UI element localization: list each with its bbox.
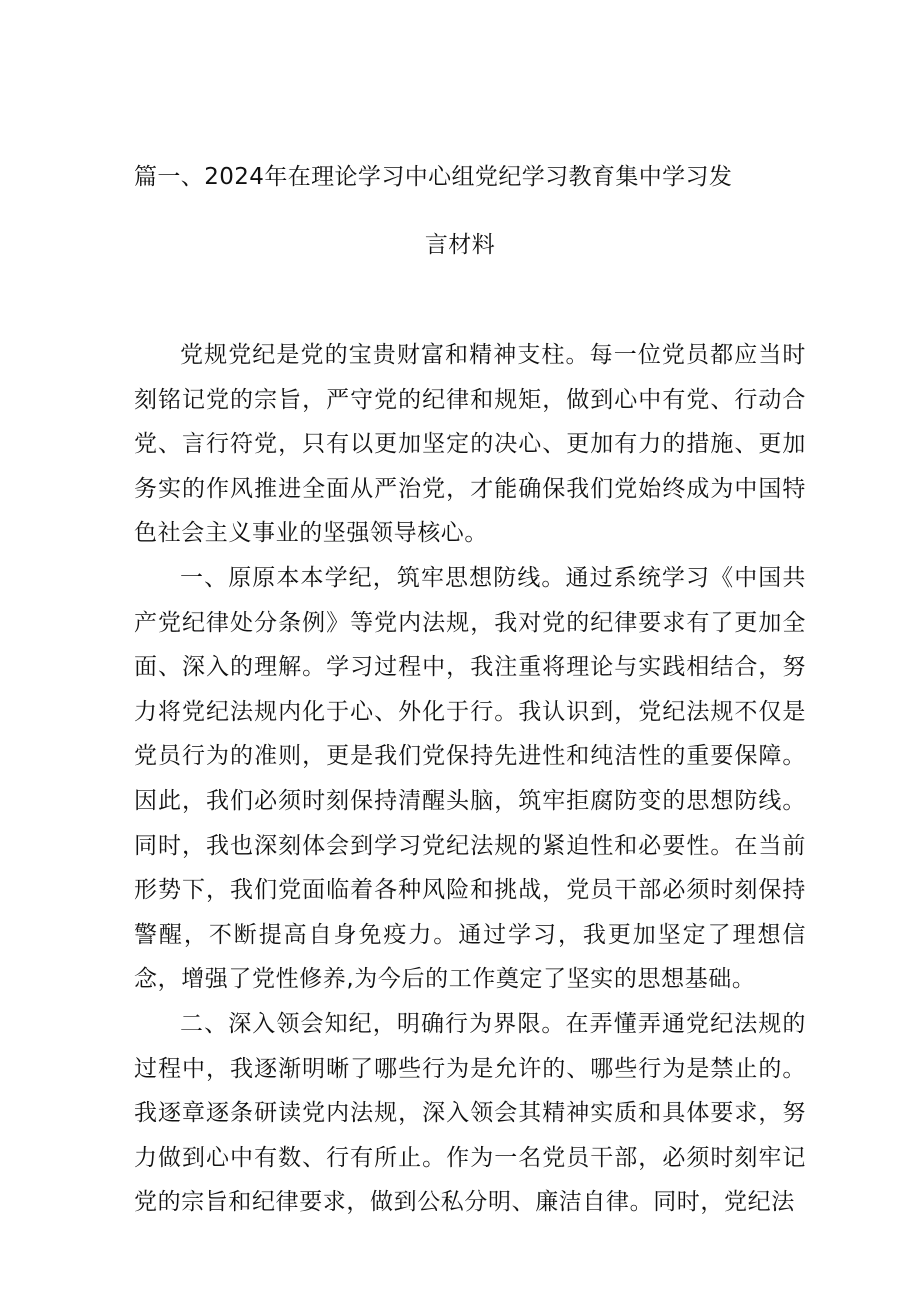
document-title-line-2: 言材料 [424, 232, 496, 258]
paragraph-section-two: 二、深入领会知纪，明确行为界限。在弄懂弄通党纪法规的过程中，我逐渐明晰了哪些行为是允许的、哪些行为是禁止的。我逐章逐条研读党内法规，深入领会其精神实质和具体要求，努力做到心中有数、行有所止。作为一名党员干部，必须时刻牢记党的宗旨和纪律要求，做到公私分明、廉洁自律。同时，党纪法 [134, 1010, 806, 1216]
document-body [134, 333, 806, 1225]
paragraph-section-one: 一、原原本本学纪，筑牢思想防线。通过系统学习《中国共产党纪律处分条例》等党内法规，我对党的纪律要求有了更加全面、深入的理解。学习过程中，我注重将理论与实践相结合，努力将党纪法规内化于心、外化于行。我认识到，党纪法规不仅是党员行为的准则，更是我们党保持先进性和纯洁性的重要保障。因此，我们必须时刻保持清醒头脑，筑牢拒腐防变的思想防线。同时，我也深刻体会到学习党纪法规的紧迫性和必要性。在当前形势下，我们党面临着各种风险和挑战，党员干部必须时刻保持警醒，不断提高自身免疫力。通过学习，我更加坚定了理想信念，增强了党性修养,为今后的工作奠定了坚实的思想基础。 [134, 564, 806, 993]
paragraph-intro: 党规党纪是党的宝贵财富和精神支柱。每一位党员都应当时刻铭记党的宗旨，严守党的纪律和规矩，做到心中有党、行动合党、言行符党，只有以更加坚定的决心、更加有力的措施、更加务实的作风推进全面从严治党，才能确保我们党始终成为中国特色社会主义事业的坚强领导核心。 [134, 342, 806, 547]
document-title-line-1: 篇一、2024年在理论学习中心组党纪学习教育集中学习发 [134, 164, 733, 190]
